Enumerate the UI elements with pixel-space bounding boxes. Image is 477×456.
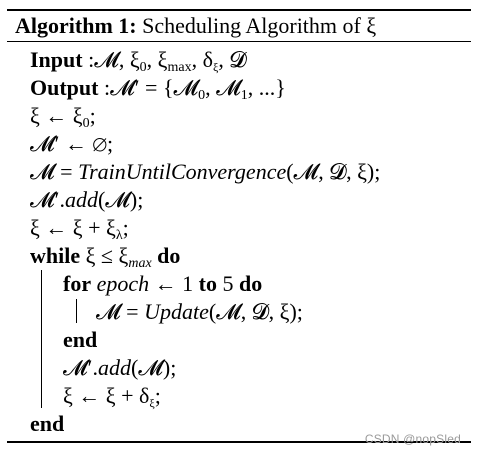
code-text: ξ ← ξ + δ [63, 383, 150, 408]
code-text: 5 [216, 271, 239, 296]
code-sub: max [128, 256, 152, 271]
code-text: 𝓜′. [30, 187, 65, 212]
algo-line-init-m [30, 131, 113, 157]
code-text: 𝓜′ ← ∅; [30, 131, 114, 156]
output-line [30, 75, 286, 101]
output-keyword: Output [30, 75, 99, 100]
while-keyword: while [30, 243, 81, 268]
for-line [63, 271, 262, 297]
input-text: , δ [191, 47, 213, 72]
input-line [30, 47, 246, 73]
code-text: (𝓜); [130, 355, 177, 380]
code-sub: 0 [82, 116, 90, 131]
algo-line-step-delta [63, 383, 161, 409]
code-text: (𝓜, 𝓓, ξ); [286, 159, 381, 184]
title-rule [7, 41, 471, 42]
algo-line-update [96, 299, 303, 325]
output-sub: 1 [240, 88, 248, 103]
output-text: , ...} [247, 75, 286, 100]
input-sub: ξ [212, 60, 219, 74]
algorithm-title [15, 13, 376, 39]
code-text: (𝓜); [97, 187, 144, 212]
code-text: ξ ← ξ [30, 103, 83, 128]
code-text: 𝓜 = [96, 299, 145, 324]
algorithm-name: Scheduling Algorithm of ξ [142, 13, 377, 38]
algo-line-add-inner [63, 355, 176, 381]
end-while: end [30, 411, 65, 436]
input-text: , ξ [146, 47, 168, 72]
code-text: ; [89, 103, 96, 128]
code-text: ξ ← ξ + ξ [30, 215, 116, 240]
watermark: CSDN @nopSled [364, 432, 461, 446]
input-sub: 0 [139, 60, 147, 75]
to-keyword: to [198, 271, 217, 296]
function-name: Update [144, 299, 209, 324]
algo-line-train [30, 159, 380, 185]
loop-variable: epoch [91, 271, 150, 296]
while-line [30, 243, 180, 269]
code-text: ξ ≤ ξ [80, 243, 129, 268]
for-block-bar [76, 299, 77, 323]
do-keyword: do [151, 243, 181, 268]
input-text: :𝓜, ξ [82, 47, 140, 72]
function-name: add [97, 355, 131, 380]
algo-line-init-xi [30, 103, 96, 129]
do-keyword: do [238, 271, 263, 296]
input-text: , 𝓓 [218, 47, 247, 72]
code-text: ; [122, 215, 129, 240]
for-keyword: for [63, 271, 92, 296]
output-text: , 𝓜 [205, 75, 241, 100]
code-text: ; [154, 383, 161, 408]
algo-line-add [30, 187, 143, 213]
top-rule [7, 9, 471, 11]
algorithm-number: Algorithm 1: [15, 13, 137, 38]
code-sub: λ [115, 228, 123, 243]
code-text: ← 1 [149, 271, 199, 296]
function-name: add [64, 187, 98, 212]
code-sub: ξ [149, 396, 155, 410]
algo-line-step-lambda [30, 215, 129, 241]
code-text: (𝓜, 𝓓, ξ); [208, 299, 303, 324]
output-sub: 0 [198, 88, 206, 103]
function-name: TrainUntilConvergence [78, 159, 287, 184]
end-for: end [63, 327, 98, 352]
input-keyword: Input [30, 47, 83, 72]
output-text: :𝓜′ = {𝓜 [98, 75, 199, 100]
code-text: 𝓜′. [63, 355, 98, 380]
input-sub: max [167, 60, 192, 75]
while-block-bar [41, 270, 42, 408]
code-text: 𝓜 = [30, 159, 79, 184]
